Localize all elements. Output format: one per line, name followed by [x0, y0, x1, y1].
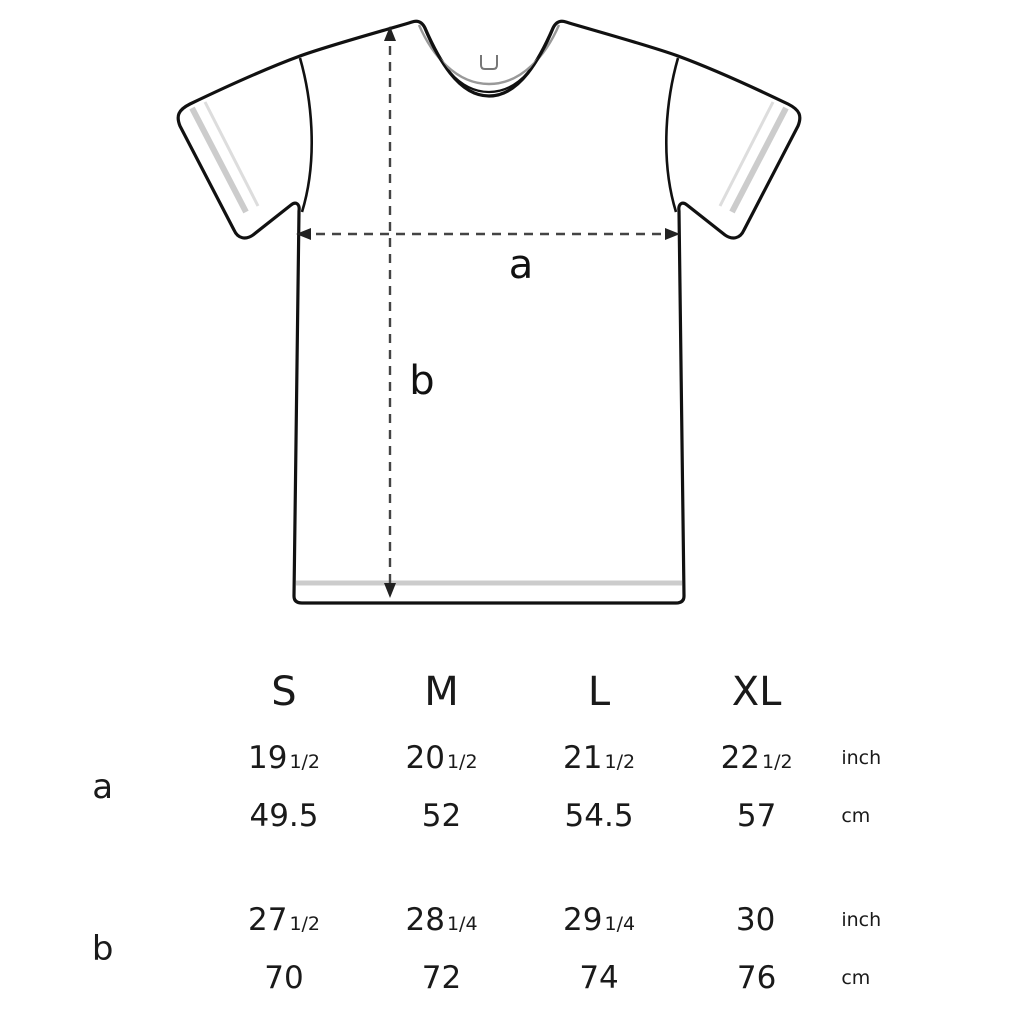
label-a: a: [508, 242, 534, 288]
spacer-cell: [363, 845, 521, 891]
shirt-outline: [178, 21, 800, 603]
cell-a-xl-inch: [678, 729, 836, 787]
cell-b-m-inch: [363, 891, 521, 949]
cell-value: 20: [405, 740, 445, 776]
cell-value: 22: [720, 740, 761, 776]
table-spacer-row: [0, 845, 1024, 891]
cell-fraction: 1/2: [762, 751, 793, 773]
unit-a-inch: inch: [841, 747, 882, 769]
cell-value: 21: [563, 740, 603, 776]
row-label-b: b: [91, 929, 114, 969]
cell-value: 29: [563, 902, 603, 938]
spacer-cell: [835, 845, 1024, 891]
cell-value: 19: [247, 740, 288, 776]
cell-fraction: 1/2: [604, 751, 636, 773]
header-size-xl: XL: [731, 669, 782, 715]
table-row-a-inch: [0, 729, 1024, 787]
cell-fraction: 1/2: [446, 751, 478, 773]
cell-a-s-cm: 49.5: [249, 798, 319, 834]
header-size-m: M: [424, 669, 459, 715]
cell-b-m-cm: 72: [421, 960, 462, 996]
unit-a-cm: cm: [841, 805, 871, 827]
cell-a-s-inch: [205, 729, 363, 787]
unit-b-cm: cm: [841, 967, 871, 989]
cell-b-xl-cm: 76: [736, 960, 777, 996]
label-b: b: [409, 358, 435, 404]
cell-a-l-cm: 54.5: [564, 798, 634, 834]
measurements-table: [0, 655, 1024, 1007]
size-chart-table: [0, 655, 1024, 1024]
unit-b-inch: inch: [841, 909, 882, 931]
cell-b-xl-inch: [678, 891, 836, 949]
spacer-cell: [520, 845, 678, 891]
cell-a-m-cm: 52: [421, 798, 462, 834]
header-unit: [835, 655, 1024, 729]
header-corner: [0, 655, 205, 729]
cell-b-s-cm: 70: [264, 960, 304, 996]
cell-fraction: 1/4: [604, 913, 636, 935]
table-row-b-inch: [0, 891, 1024, 949]
cell-value: 28: [405, 902, 445, 938]
spacer-cell: [0, 845, 205, 891]
cell-fraction: 1/2: [289, 913, 321, 935]
cell-fraction: 1/2: [289, 751, 321, 773]
cell-b-l-cm: 74: [579, 960, 619, 996]
table-header-row: [0, 655, 1024, 729]
row-label-a: a: [92, 767, 114, 807]
cell-fraction: 1/4: [446, 913, 478, 935]
cell-b-s-inch: [205, 891, 363, 949]
cell-value: 30: [735, 902, 776, 938]
cell-a-xl-cm: 57: [736, 798, 777, 834]
cell-b-l-inch: [520, 891, 678, 949]
cell-a-m-inch: [363, 729, 521, 787]
spacer-cell: [205, 845, 363, 891]
spacer-cell: [678, 845, 836, 891]
cell-a-l-inch: [520, 729, 678, 787]
cell-value: 27: [247, 902, 288, 938]
header-size-s: S: [271, 669, 297, 715]
header-size-l: L: [587, 669, 611, 715]
